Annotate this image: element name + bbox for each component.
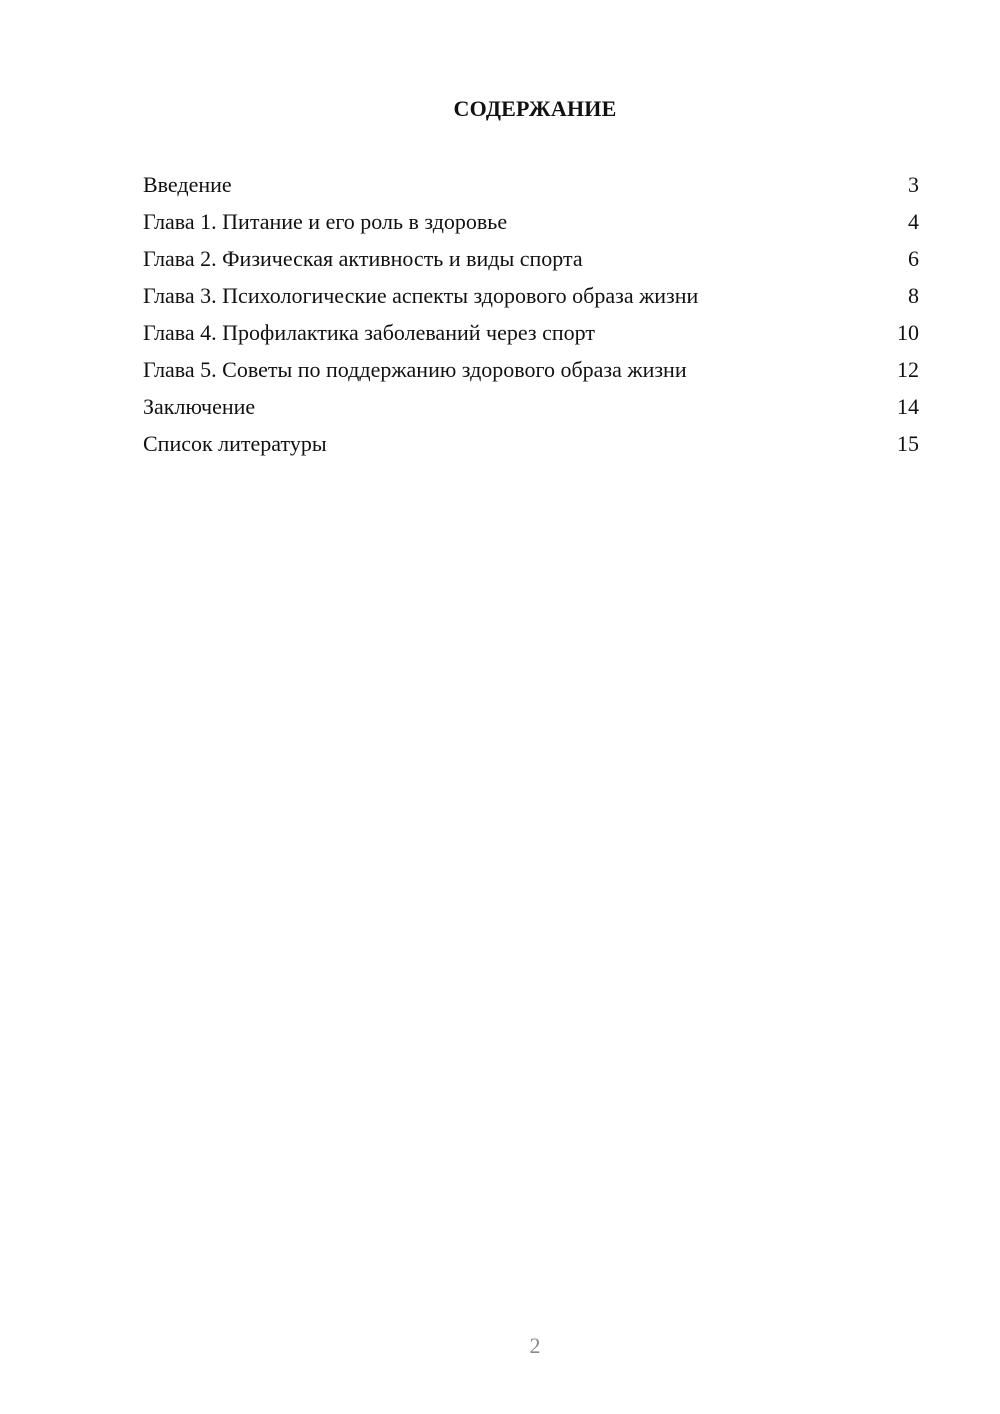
toc-entry-introduction[interactable]: [143, 169, 919, 206]
toc-entry-page: 15: [897, 431, 919, 456]
toc-entry-label: Глава 5. Советы по поддержанию здорового образа жизни: [143, 357, 687, 382]
toc-entry-chapter-4[interactable]: [143, 317, 919, 354]
toc-entry-label: Введение: [143, 172, 232, 197]
toc-entry-references[interactable]: [143, 428, 919, 465]
toc-entry-chapter-5[interactable]: [143, 354, 919, 391]
toc-entry-chapter-1[interactable]: [143, 206, 919, 243]
toc-entry-page: 6: [908, 246, 919, 271]
toc-entry-page: 10: [897, 320, 919, 345]
toc-entry-chapter-2[interactable]: [143, 243, 919, 280]
toc-entry-page: 4: [908, 209, 919, 234]
toc-entry-label: Глава 2. Физическая активность и виды спорта: [143, 246, 583, 271]
toc-entry-chapter-3[interactable]: [143, 280, 919, 317]
toc-entry-page: 12: [897, 357, 919, 382]
page-title: СОДЕРЖАНИЕ: [453, 96, 617, 121]
toc-entry-label: Список литературы: [143, 431, 327, 456]
toc-entry-label: Глава 1. Питание и его роль в здоровье: [143, 209, 508, 234]
table-of-contents: [143, 169, 919, 465]
toc-entry-label: Глава 4. Профилактика заболеваний через спорт: [143, 320, 595, 345]
toc-entry-conclusion[interactable]: [143, 391, 919, 428]
toc-entry-label: Глава 3. Психологические аспекты здорового образа жизни: [143, 283, 699, 308]
toc-entry-label: Заключение: [143, 394, 256, 419]
toc-entry-page: 14: [897, 394, 919, 419]
toc-entry-page: 8: [908, 283, 919, 308]
toc-entry-page: 3: [908, 172, 919, 197]
page-number: 2: [529, 1333, 541, 1358]
